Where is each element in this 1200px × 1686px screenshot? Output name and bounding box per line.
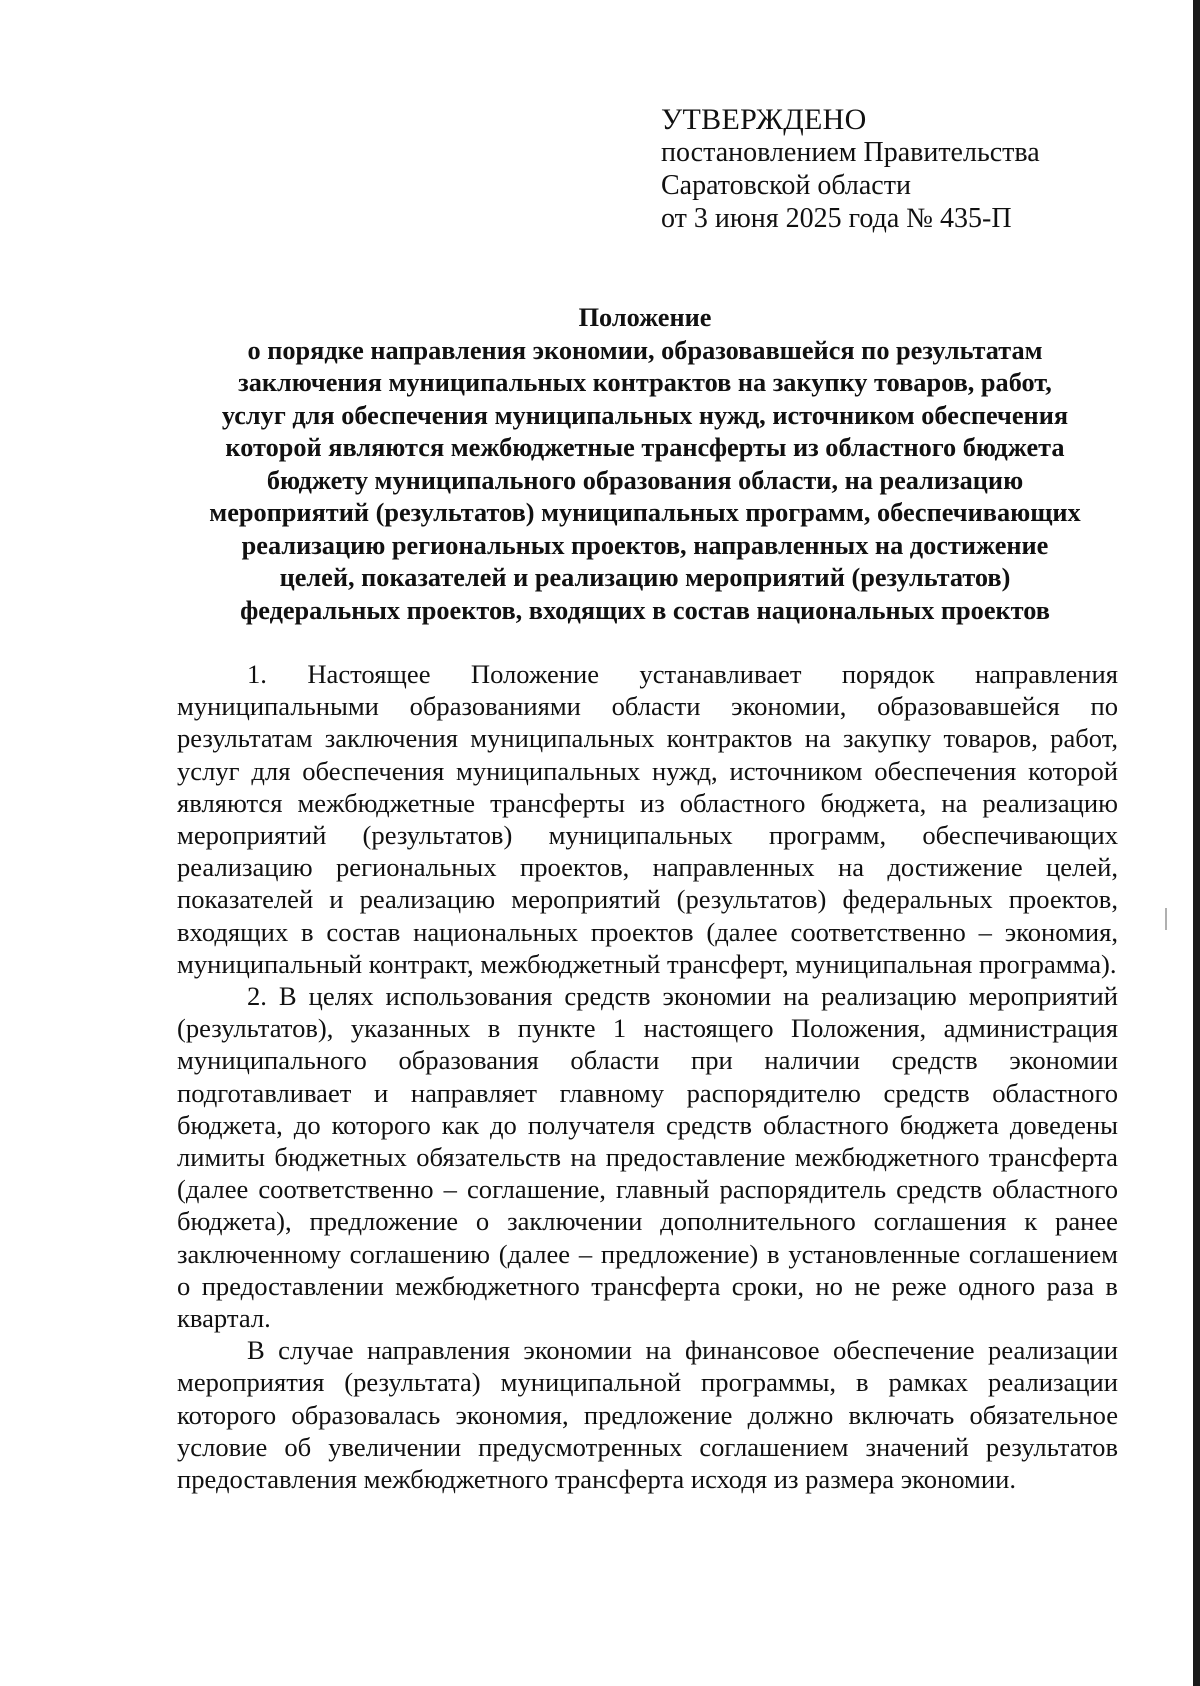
approval-line: Саратовской области — [661, 170, 911, 201]
paragraph-1: 1. Настоящее Положение устанавливает порядок направления муниципальными образованиями области экономии, образовавшейся по результатам заключения муниципальных контрактов на закупку товаров, работ, услуг для обеспечения муниципальных нужд, источником обеспечения которой являются межбюджетные трансферты из областного бюджета, на реализацию мероприятий (результатов) муниципальных программ, обеспечивающих реализацию региональных проектов, направленных на достижение целей, показателей и реализацию мероприятий (результатов) федеральных проектов, входящих в состав национальных проектов (далее соответственно – экономия, муниципальный контракт, межбюджетный трансферт, муниципальная программа). — [177, 659, 1118, 979]
title-line: мероприятий (результатов) муниципальных программ, обеспечивающих — [209, 498, 1081, 527]
title-line: услуг для обеспечения муниципальных нужд, источником обеспечения — [221, 400, 1069, 430]
title-line: федеральных проектов, входящих в состав национальных проектов — [240, 595, 1050, 625]
title-line: целей, показателей и реализацию мероприятий (результатов) — [279, 563, 1011, 592]
title-line: бюджету муниципального образования области, на реализацию — [266, 465, 1024, 495]
paragraph-3: В случае направления экономии на финансовое обеспечение реализации мероприятия (результата) муниципальной программы, в рамках реализации которого образовалась экономия, предложение должно включать обязательное условие об увеличении предусмотренных соглашением значений результатов предоставления межбюджетного трансферта исходя из размера экономии. — [177, 1335, 1118, 1495]
document-body — [177, 658, 1118, 1495]
approval-line: от 3 июня 2025 года № 435-П — [661, 203, 1012, 234]
title-line: о порядке направления экономии, образовавшейся по результатам — [247, 335, 1043, 365]
scan-speck — [1165, 908, 1167, 930]
title-line: Положение — [578, 303, 712, 332]
document-title — [170, 302, 1120, 627]
title-line: заключения муниципальных контрактов на закупку товаров, работ, — [238, 368, 1052, 397]
approval-stamp — [661, 103, 1040, 235]
title-line: которой являются межбюджетные трансферты из областного бюджета — [225, 433, 1065, 462]
approval-heading: УТВЕРЖДЕНО — [661, 103, 867, 136]
scan-edge-border — [1193, 0, 1200, 1686]
approval-line: постановлением Правительства — [661, 137, 1040, 168]
title-line: реализацию региональных проектов, направленных на достижение — [241, 530, 1049, 560]
paragraph-2: 2. В целях использования средств экономии на реализацию мероприятий (результатов), указанных в пункте 1 настоящего Положения, администрация муниципального образования области при наличии средств экономии подготавливает и направляет главному распорядителю средств областного бюджета, до которого как до получателя средств областного бюджета доведены лимиты бюджетных обязательств на предоставление межбюджетного трансферта (далее соответственно – соглашение, главный распорядитель средств областного бюджета), предложение о заключении дополнительного соглашения к ранее заключенному соглашению (далее – предложение) в установленные соглашением о предоставлении межбюджетного трансферта сроки, но не реже одного раза в квартал. — [177, 981, 1118, 1334]
